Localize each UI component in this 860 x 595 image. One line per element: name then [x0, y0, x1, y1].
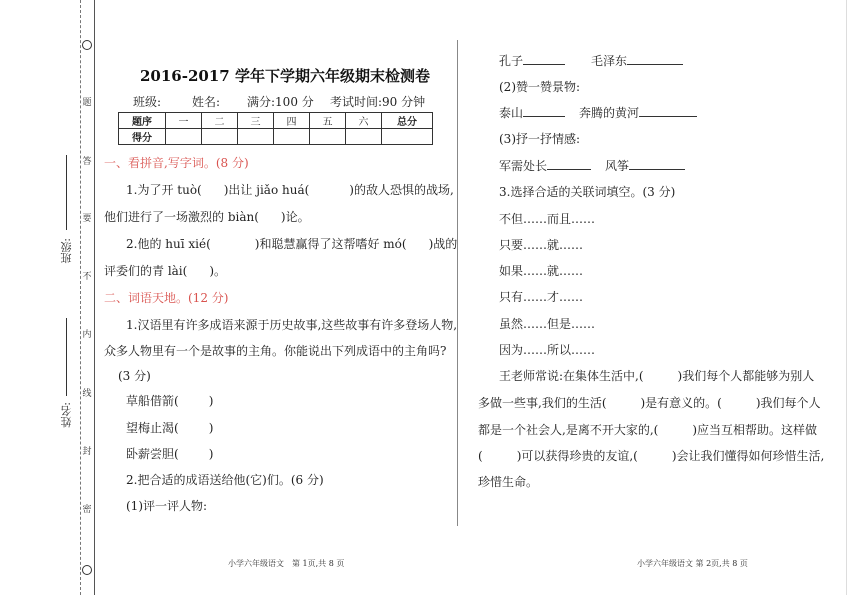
- conjunction-item: 如果……就……: [499, 264, 584, 278]
- score-cell[interactable]: [166, 129, 202, 145]
- score-cell[interactable]: [274, 129, 310, 145]
- binding-solid-line: [94, 0, 95, 595]
- score-cell[interactable]: [382, 129, 433, 145]
- page-edge: [846, 0, 847, 595]
- page-footer-1: 小学六年级语文 第 1页,共 8 页: [228, 559, 345, 568]
- feel-row: 军需处长 风筝: [499, 157, 685, 174]
- paragraph-line: ( )可以获得珍贵的友谊,( )会让我们懂得如何珍惜生活,: [478, 449, 825, 463]
- binding-char: 答: [82, 157, 92, 167]
- binding-hole-icon: [82, 40, 92, 50]
- binding-dashed-line: [80, 0, 81, 595]
- binding-char: 题: [82, 98, 92, 108]
- idiom-item: 望梅止渴( ): [126, 421, 214, 435]
- full-score: 满分:100 分: [247, 95, 314, 109]
- answer-blank[interactable]: [627, 52, 683, 65]
- q2-line2: 评委们的青 lài( )。: [104, 264, 227, 278]
- binding-name-label: 姓名:: [60, 402, 73, 428]
- score-cell[interactable]: [238, 129, 274, 145]
- score-header-cell: 总分: [382, 113, 433, 129]
- paragraph-line: 多做一些事,我们的生活( )是有意义的。( )我们每个人: [478, 396, 821, 410]
- binding-hole-icon: [82, 565, 92, 575]
- answer-blank[interactable]: [523, 52, 565, 65]
- score-header-cell: 四: [274, 113, 310, 129]
- person-row: 孔子 毛泽东: [499, 52, 683, 69]
- binding-char: 内: [82, 330, 92, 340]
- score-header-cell: 五: [310, 113, 346, 129]
- q1-line2: 他们进行了一场激烈的 biàn( )论。: [104, 210, 310, 224]
- binding-char: 要: [82, 214, 92, 224]
- paragraph-line: 王老师常说:在集体生活中,( )我们每个人都能够为别人: [499, 369, 815, 383]
- q3-heading: 3.选择合适的关联词填空。(3 分): [499, 185, 676, 199]
- paragraph-line: 都是一个社会人,是离不开大家的,( )应当互相帮助。这样做: [478, 423, 817, 437]
- answer-blank[interactable]: [523, 104, 565, 117]
- answer-blank[interactable]: [547, 157, 591, 170]
- score-header-cell: 二: [202, 113, 238, 129]
- scene-row: 泰山 奔腾的黄河: [499, 104, 697, 121]
- paragraph-line: 珍惜生命。: [478, 475, 539, 489]
- score-table: [118, 112, 433, 145]
- sub3-heading: (3)抒一抒情感:: [499, 132, 581, 146]
- s2q2: 2.把合适的成语送给他(它)们。(6 分): [126, 473, 324, 487]
- score-cell[interactable]: [310, 129, 346, 145]
- class-label: 班级:: [133, 95, 162, 109]
- exam-title: 2016-2017 学年下学期六年级期末检测卷: [140, 67, 430, 85]
- score-row-label: 得分: [119, 129, 166, 145]
- column-divider: [457, 40, 458, 526]
- section1-heading: 一、看拼音,写字词。(8 分): [104, 156, 249, 170]
- score-header-cell: 题序: [119, 113, 166, 129]
- s2q2-sub1: (1)评一评人物:: [126, 499, 208, 513]
- binding-char: 密: [82, 505, 92, 515]
- page-footer-2: 小学六年级语文 第 2页,共 8 页: [637, 559, 748, 568]
- conjunction-item: 因为……所以……: [499, 343, 596, 357]
- s2q1-score: (3 分): [118, 369, 151, 383]
- score-header-cell: 一: [166, 113, 202, 129]
- s2q1-line2: 众多人物里有一个是故事的主角。你能说出下列成语中的主角吗?: [104, 344, 447, 358]
- exam-time: 考试时间:90 分钟: [330, 95, 426, 109]
- score-header-cell: 六: [346, 113, 382, 129]
- conjunction-item: 不但……而且……: [499, 212, 596, 226]
- score-cell[interactable]: [346, 129, 382, 145]
- answer-blank[interactable]: [629, 157, 685, 170]
- idiom-item: 草船借箭( ): [126, 394, 214, 408]
- score-cell[interactable]: [202, 129, 238, 145]
- section2-heading: 二、词语天地。(12 分): [104, 291, 229, 305]
- conjunction-item: 只有……才……: [499, 290, 584, 304]
- name-label: 姓名:: [192, 95, 221, 109]
- binding-class-blank[interactable]: [66, 155, 67, 230]
- s2q1-line1: 1.汉语里有许多成语来源于历史故事,这些故事有许多登场人物,: [126, 318, 458, 332]
- sub2-heading: (2)赞一赞景物:: [499, 80, 581, 94]
- conjunction-item: 只要……就……: [499, 238, 584, 252]
- binding-char: 线: [82, 389, 92, 399]
- q2-line1: 2.他的 huī xié( )和聪慧赢得了这帮嗜好 mó( )战的: [126, 237, 458, 251]
- score-header-cell: 三: [238, 113, 274, 129]
- binding-class-label: 班级:: [60, 238, 73, 264]
- binding-char: 不: [82, 272, 92, 282]
- q1-line1: 1.为了开 tuò( )出让 jiǎo huá( )的敌人恐惧的战场,: [126, 183, 454, 197]
- conjunction-item: 虽然……但是……: [499, 317, 596, 331]
- answer-blank[interactable]: [639, 104, 697, 117]
- idiom-item: 卧薪尝胆( ): [126, 447, 214, 461]
- binding-name-blank[interactable]: [66, 318, 67, 396]
- binding-char: 封: [82, 447, 92, 457]
